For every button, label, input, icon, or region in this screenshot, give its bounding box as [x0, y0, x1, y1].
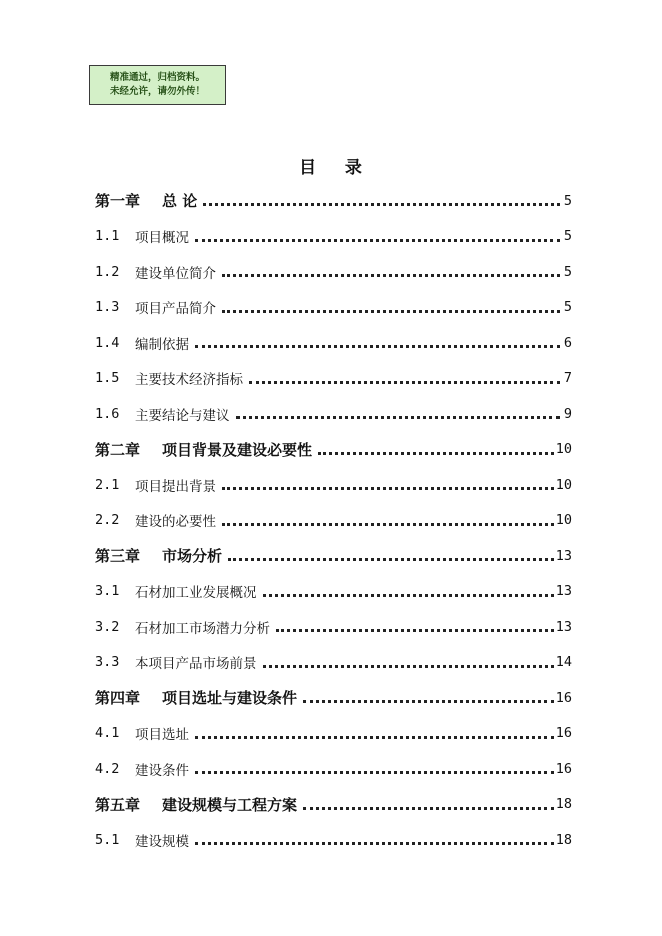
toc-entry-page: 13 [555, 618, 572, 635]
toc-entry-page: 7 [563, 370, 572, 387]
dot-leader [303, 684, 554, 703]
toc-entry-label: 项目选址 [135, 727, 189, 744]
table-of-contents [95, 183, 572, 858]
toc-entry-label: 建设单位简介 [135, 265, 216, 282]
notice-line-1: 精准通过，归档资料。 [109, 72, 205, 83]
dot-leader [263, 578, 554, 597]
dot-leader [318, 436, 554, 455]
toc-entry-section-2-2[interactable] [95, 503, 572, 539]
toc-entry-number: 1.2 [95, 263, 120, 280]
toc-entry-number: 第二章 [95, 440, 141, 459]
dot-leader [195, 720, 554, 739]
toc-entry-number: 5.1 [95, 831, 120, 848]
toc-entry-label: 本项目产品市场前景 [135, 656, 257, 673]
toc-title: 目 录 [299, 158, 363, 178]
toc-entry-section-1-3[interactable] [95, 290, 572, 326]
dot-leader [222, 507, 554, 526]
toc-entry-label: 建设规模 [135, 833, 189, 850]
toc-entry-page: 5 [563, 192, 572, 209]
toc-entry-page: 16 [555, 725, 572, 742]
dot-leader [228, 542, 554, 561]
toc-entry-section-1-5[interactable] [95, 361, 572, 397]
toc-entry-label: 石材加工业发展概况 [135, 585, 257, 602]
dot-leader [222, 471, 554, 490]
toc-entry-number: 1.5 [95, 370, 120, 387]
toc-entry-section-1-2[interactable] [95, 254, 572, 290]
toc-entry-label: 项目背景及建设必要性 [162, 440, 313, 459]
notice-stamp [89, 65, 226, 105]
toc-entry-number: 2.1 [95, 476, 120, 493]
toc-entry-chapter-2[interactable] [95, 432, 572, 468]
toc-entry-number: 第一章 [95, 192, 141, 211]
toc-entry-label: 建设的必要性 [135, 514, 216, 531]
toc-entry-section-2-1[interactable] [95, 467, 572, 503]
dot-leader [195, 223, 560, 242]
toc-entry-number: 4.1 [95, 725, 120, 742]
toc-entry-page: 5 [563, 263, 572, 280]
toc-entry-page: 13 [555, 547, 572, 564]
toc-entry-number: 4.2 [95, 760, 120, 777]
toc-entry-section-1-1[interactable] [95, 219, 572, 255]
dot-leader [276, 613, 554, 632]
toc-entry-section-4-2[interactable] [95, 751, 572, 787]
dot-leader [303, 791, 554, 810]
toc-entry-number: 2.2 [95, 512, 120, 529]
toc-entry-chapter-1[interactable] [95, 183, 572, 219]
toc-entry-page: 14 [555, 654, 572, 671]
toc-entry-label: 建设条件 [135, 762, 189, 779]
toc-entry-page: 10 [555, 441, 572, 458]
toc-entry-label: 石材加工市场潜力分析 [135, 620, 270, 637]
toc-entry-number: 3.2 [95, 618, 120, 635]
toc-entry-page: 6 [563, 334, 572, 351]
toc-entry-number: 1.1 [95, 228, 120, 245]
toc-entry-page: 9 [563, 405, 572, 422]
toc-entry-chapter-3[interactable] [95, 538, 572, 574]
toc-entry-section-4-1[interactable] [95, 716, 572, 752]
notice-line-2: 未经允许，请勿外传！ [109, 86, 205, 97]
toc-entry-chapter-4[interactable] [95, 680, 572, 716]
toc-entry-number: 1.3 [95, 299, 120, 316]
toc-entry-section-3-1[interactable] [95, 574, 572, 610]
dot-leader [195, 826, 554, 845]
toc-entry-number: 1.4 [95, 334, 120, 351]
toc-entry-section-1-6[interactable] [95, 396, 572, 432]
toc-entry-page: 5 [563, 228, 572, 245]
toc-entry-label: 项目提出背景 [135, 478, 216, 495]
toc-entry-number: 1.6 [95, 405, 120, 422]
dot-leader [203, 187, 560, 206]
dot-leader [222, 258, 560, 277]
toc-entry-label: 编制依据 [135, 336, 189, 353]
dot-leader [263, 649, 554, 668]
toc-entry-section-3-2[interactable] [95, 609, 572, 645]
toc-entry-label: 项目概况 [135, 230, 189, 247]
toc-entry-label: 主要技术经济指标 [135, 372, 243, 389]
toc-entry-number: 第四章 [95, 689, 141, 708]
dot-leader [222, 294, 560, 313]
toc-entry-page: 18 [555, 831, 572, 848]
toc-entry-page: 10 [555, 512, 572, 529]
toc-entry-page: 5 [563, 299, 572, 316]
toc-entry-label: 市场分析 [162, 547, 223, 566]
toc-entry-label: 项目产品简介 [135, 301, 216, 318]
dot-leader [195, 329, 560, 348]
toc-entry-section-1-4[interactable] [95, 325, 572, 361]
toc-entry-page: 18 [555, 796, 572, 813]
dot-leader [195, 755, 554, 774]
toc-entry-chapter-5[interactable] [95, 787, 572, 823]
toc-entry-label: 主要结论与建议 [135, 407, 230, 424]
toc-entry-number: 第五章 [95, 795, 141, 814]
toc-entry-number: 3.1 [95, 583, 120, 600]
toc-entry-label: 项目选址与建设条件 [162, 689, 298, 708]
toc-entry-page: 10 [555, 476, 572, 493]
toc-entry-page: 16 [555, 689, 572, 706]
toc-entry-section-5-1[interactable] [95, 822, 572, 858]
toc-entry-label: 总 论 [162, 192, 198, 211]
dot-leader [236, 400, 561, 419]
toc-entry-page: 16 [555, 760, 572, 777]
toc-entry-number: 第三章 [95, 547, 141, 566]
dot-leader [249, 365, 560, 384]
toc-entry-section-3-3[interactable] [95, 645, 572, 681]
toc-entry-page: 13 [555, 583, 572, 600]
toc-entry-number: 3.3 [95, 654, 120, 671]
toc-entry-label: 建设规模与工程方案 [162, 795, 298, 814]
